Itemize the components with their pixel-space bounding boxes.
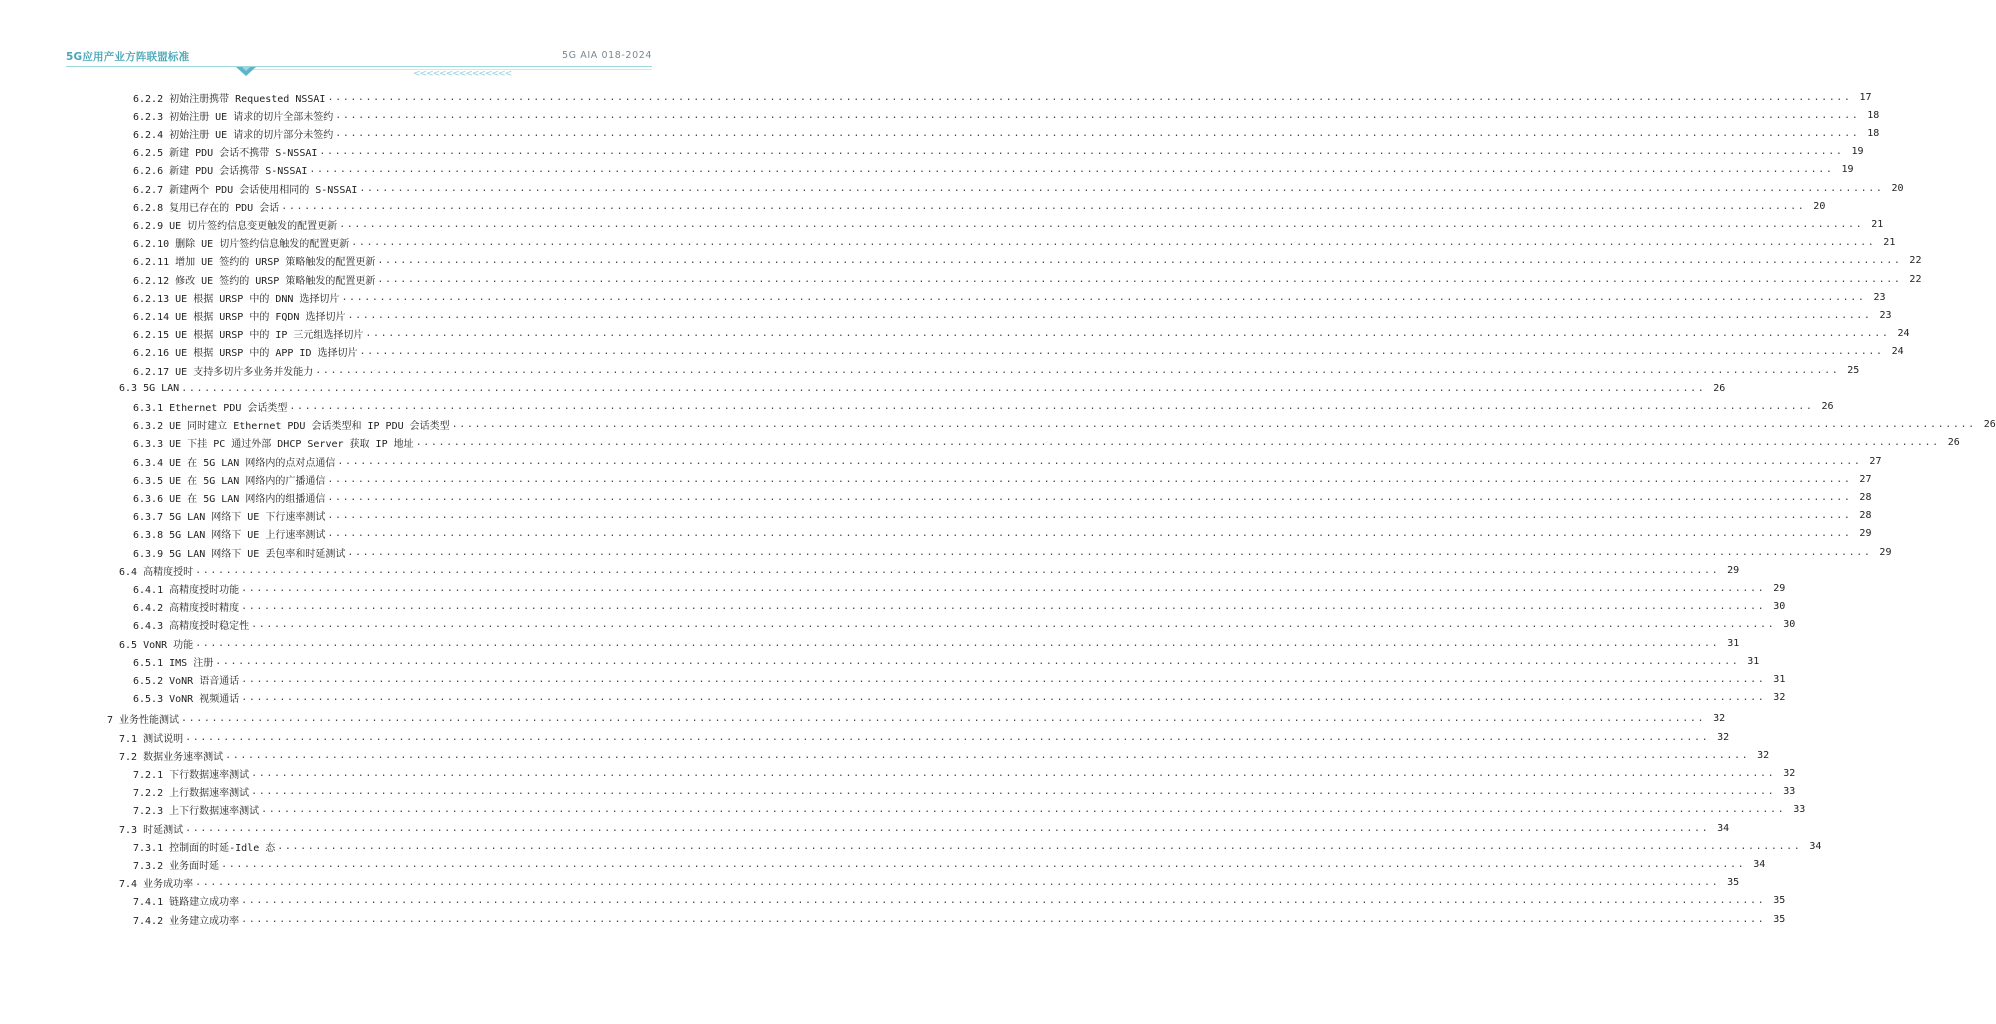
toc-dot-leader: ........................................................................................................................................................................................................ [221,858,1746,870]
toc-entry-title: 6.2.11 增加 UE 签约的 URSP 策略触发的配置更新 [133,257,376,269]
toc-page-number: 29 [1773,582,1786,594]
toc-entry[interactable] [133,488,1872,506]
toc-page-number: 29 [1727,564,1740,576]
toc-entry-title: 6.2.14 UE 根据 URSP 中的 FQDN 选择切片 [133,311,346,323]
toc-dot-leader: ........................................................................................................................................................................................................ [241,895,1766,907]
toc-dot-leader: ........................................................................................................................................................................................................ [289,400,1814,412]
toc-entry-title: 6.2.4 初始注册 UE 请求的切片部分未签约 [133,129,334,141]
toc-dot-leader: ........................................................................................................................................................................................................ [309,164,1834,176]
toc-page-number: 18 [1867,109,1880,121]
toc-entry[interactable] [133,652,1760,670]
toc-entry-title: 6.3.3 UE 下挂 PC 通过外部 DHCP Server 获取 IP 地址 [133,439,414,451]
toc-entry[interactable] [133,252,1922,270]
toc-page-number: 35 [1773,913,1786,925]
toc-entry[interactable] [133,88,1872,106]
toc-page-number: 29 [1879,546,1892,558]
toc-entry[interactable] [133,215,1884,233]
toc-entry-title: 6.2.16 UE 根据 URSP 中的 APP ID 选择切片 [133,348,358,360]
toc-dot-leader: ........................................................................................................................................................................................................ [195,564,1720,576]
toc-entry[interactable] [133,507,1872,525]
toc-entry-title: 6.2.6 新建 PDU 会话携带 S-NSSAI [133,166,308,178]
toc-page-number: 32 [1713,713,1726,725]
toc-entry-title: 7.3 时延测试 [119,824,184,836]
toc-entry[interactable] [133,764,1796,782]
toc-entry-title: 6.4.3 高精度授时稳定性 [133,621,250,633]
toc-page-number: 32 [1773,692,1786,704]
toc-dot-leader: ........................................................................................................................................................................................................ [327,528,1852,540]
toc-page-number: 32 [1757,749,1770,761]
toc-entry[interactable] [133,670,1786,688]
toc-entry[interactable] [133,325,1910,343]
toc-page-number: 26 [1713,382,1726,394]
toc-entry[interactable] [133,783,1796,801]
toc-page-number: 35 [1727,877,1740,889]
toc-entry[interactable] [133,855,1766,873]
toc-page-number: 17 [1859,91,1872,103]
toc-entry-title: 6.5.2 VoNR 语音通话 [133,675,240,687]
toc-dot-leader: ........................................................................................................................................................................................................ [261,804,1786,816]
toc-entry[interactable] [133,452,1882,470]
toc-dot-leader: ........................................................................................................................................................................................................ [225,749,1750,761]
toc-dot-leader: ........................................................................................................................................................................................................ [335,109,1860,121]
toc-dot-leader: ........................................................................................................................................................................................................ [185,731,1710,743]
toc-entry-title: 6.3.2 UE 同时建立 Ethernet PDU 会话类型和 IP PDU 会话类型 [133,421,450,433]
toc-entry-title: 6.2.8 复用已存在的 PDU 会话 [133,202,280,214]
toc-page-number: 24 [1897,328,1910,340]
toc-entry[interactable] [119,819,1730,837]
toc-entry-title: 6.2.17 UE 支持多切片多业务并发能力 [133,366,314,378]
toc-entry[interactable] [133,837,1822,855]
toc-page-number: 26 [1947,437,1960,449]
toc-page-number: 22 [1909,273,1922,285]
toc-dot-leader: ........................................................................................................................................................................................................ [327,91,1852,103]
toc-page-number: 32 [1783,767,1796,779]
toc-page-number: 20 [1813,200,1826,212]
toc-entry[interactable] [133,543,1892,561]
toc-dot-leader: ........................................................................................................................................................................................................ [251,786,1776,798]
toc-dot-leader: ........................................................................................................................................................................................................ [241,913,1766,925]
toc-entry-title: 6.5.1 IMS 注册 [133,657,214,669]
toc-entry[interactable] [107,710,1726,728]
toc-entry-title: 6.3.7 5G LAN 网络下 UE 下行速率测试 [133,512,326,524]
toc-page-number: 23 [1873,291,1886,303]
toc-entry-title: 7.3.1 控制面的时延-Idle 态 [133,842,276,854]
toc-entry[interactable] [119,874,1740,892]
toc-entry-title: 6.2.3 初始注册 UE 请求的切片全部未签约 [133,111,334,123]
toc-page-number: 28 [1859,510,1872,522]
toc-entry[interactable] [133,161,1854,179]
toc-entry[interactable] [133,910,1786,928]
toc-entry[interactable] [133,106,1880,124]
toc-entry-title: 6.3.6 UE 在 5G LAN 网络内的组播通信 [133,493,326,505]
toc-entry[interactable] [133,270,1922,288]
toc-dot-leader: ........................................................................................................................................................................................................ [251,767,1776,779]
toc-dot-leader: ........................................................................................................................................................................................................ [195,637,1720,649]
toc-page-number: 29 [1859,528,1872,540]
toc-page-number: 33 [1783,786,1796,798]
toc-entry-title: 7.2.2 上行数据速率测试 [133,788,250,800]
toc-entry-title: 6.2.9 UE 切片签约信息变更触发的配置更新 [133,220,338,232]
toc-entry[interactable] [119,746,1770,764]
toc-dot-leader: ........................................................................................................................................................................................................ [415,437,1940,449]
toc-dot-leader: ........................................................................................................................................................................................................ [327,510,1852,522]
toc-page-number: 25 [1847,364,1860,376]
toc-entry[interactable] [133,234,1896,252]
toc-dot-leader: ........................................................................................................................................................................................................ [281,200,1806,212]
toc-entry-title: 6.3 5G LAN [119,382,180,394]
toc-dot-leader: ........................................................................................................................................................................................................ [181,713,1706,725]
toc-entry-title: 6.5.3 VoNR 视频通话 [133,694,240,706]
toc-entry-title: 6.3.8 5G LAN 网络下 UE 上行速率测试 [133,530,326,542]
toc-dot-leader: ........................................................................................................................................................................................................ [241,673,1766,685]
toc-page-number: 27 [1859,473,1872,485]
toc-page-number: 32 [1717,731,1730,743]
toc-dot-leader: ........................................................................................................................................................................................................ [451,419,1976,431]
toc-entry-title: 6.4 高精度授时 [119,566,194,578]
toc-dot-leader: ........................................................................................................................................................................................................ [351,237,1876,249]
toc-entry-title: 7.2.3 上下行数据速率测试 [133,806,260,818]
header-divider [66,66,652,67]
toc-entry-title: 6.4.2 高精度授时精度 [133,603,240,615]
triangle-inner-icon [242,67,250,71]
toc-dot-leader: ........................................................................................................................................................................................................ [337,455,1862,467]
toc-page-number: 23 [1879,309,1892,321]
toc-entry[interactable] [133,179,1904,197]
toc-entry[interactable] [133,306,1892,324]
toc-entry-title: 7.2 数据业务速率测试 [119,751,224,763]
toc-dot-leader: ........................................................................................................................................................................................................ [341,291,1866,303]
toc-entry-title: 7.4 业务成功率 [119,879,194,891]
toc-entry[interactable] [133,397,1834,415]
toc-entry-title: 6.4.1 高精度授时功能 [133,584,240,596]
toc-page-number: 28 [1859,491,1872,503]
toc-entry[interactable] [133,525,1872,543]
toc-dot-leader: ........................................................................................................................................................................................................ [195,877,1720,889]
toc-dot-leader: ........................................................................................................................................................................................................ [335,127,1860,139]
toc-page-number: 19 [1841,164,1854,176]
toc-page-number: 27 [1869,455,1882,467]
toc-dot-leader: ........................................................................................................................................................................................................ [215,655,1740,667]
toc-entry-title: 6.3.9 5G LAN 网络下 UE 丢包率和时延测试 [133,548,346,560]
toc-entry-title: 6.5 VoNR 功能 [119,639,194,651]
toc-dot-leader: ........................................................................................................................................................................................................ [359,346,1884,358]
toc-entry[interactable] [133,892,1786,910]
toc-page-number: 35 [1773,895,1786,907]
toc-page-number: 20 [1891,182,1904,194]
toc-entry[interactable] [119,728,1730,746]
document-id: 5G AIA 018-2024 [562,50,652,61]
toc-entry[interactable] [133,124,1880,142]
toc-entry-title: 6.2.13 UE 根据 URSP 中的 DNN 选择切片 [133,293,340,305]
toc-entry-title: 7.1 测试说明 [119,733,184,745]
toc-dot-leader: ........................................................................................................................................................................................................ [377,273,1902,285]
toc-page-number: 34 [1753,858,1766,870]
toc-entry[interactable] [133,343,1904,361]
toc-entry-title: 7 业务性能测试 [107,715,180,727]
toc-dot-leader: ........................................................................................................................................................................................................ [315,364,1840,376]
toc-entry[interactable] [133,689,1786,707]
toc-dot-leader: ........................................................................................................................................................................................................ [277,840,1802,852]
toc-page-number: 19 [1851,146,1864,158]
organization-name: 5G应用产业方阵联盟标准 [66,51,190,63]
toc-dot-leader: ........................................................................................................................................................................................................ [377,255,1902,267]
toc-page-number: 31 [1747,655,1760,667]
toc-dot-leader: ........................................................................................................................................................................................................ [241,601,1766,613]
toc-entry[interactable] [133,143,1864,161]
toc-entry-title: 7.4.1 链路建立成功率 [133,897,240,909]
toc-dot-leader: ........................................................................................................................................................................................................ [339,218,1864,230]
toc-entry[interactable] [119,379,1726,397]
toc-entry[interactable] [133,416,1996,434]
toc-dot-leader: ........................................................................................................................................................................................................ [327,491,1852,503]
toc-dot-leader: ........................................................................................................................................................................................................ [365,328,1890,340]
toc-entry[interactable] [133,361,1860,379]
toc-page-number: 34 [1717,822,1730,834]
toc-entry[interactable] [133,470,1872,488]
toc-page-number: 18 [1867,127,1880,139]
toc-page-number: 30 [1783,619,1796,631]
toc-page-number: 34 [1809,840,1822,852]
toc-entry-title: 6.2.10 删除 UE 切片签约信息触发的配置更新 [133,239,350,251]
toc-page-number: 30 [1773,601,1786,613]
toc-entry[interactable] [133,434,1960,452]
toc-page-number: 22 [1909,255,1922,267]
toc-page-number: 26 [1821,400,1834,412]
toc-dot-leader: ........................................................................................................................................................................................................ [359,182,1884,194]
toc-entry-title: 6.2.7 新建两个 PDU 会话使用相同的 S-NSSAI [133,184,358,196]
toc-page-number: 21 [1883,237,1896,249]
toc-dot-leader: ........................................................................................................................................................................................................ [319,146,1844,158]
toc-entry[interactable] [119,634,1740,652]
chevron-decoration-icon: <<<<<<<<<<<<<<< [413,69,512,79]
toc-dot-leader: ........................................................................................................................................................................................................ [251,619,1776,631]
toc-entry-title: 6.3.5 UE 在 5G LAN 网络内的广播通信 [133,475,326,487]
toc-page-number: 26 [1983,419,1996,431]
toc-dot-leader: ........................................................................................................................................................................................................ [347,309,1872,321]
toc-entry[interactable] [133,598,1786,616]
toc-entry-title: 6.2.2 初始注册携带 Requested NSSAI [133,93,326,105]
toc-entry-title: 6.3.4 UE 在 5G LAN 网络内的点对点通信 [133,457,336,469]
toc-page-number: 21 [1871,218,1884,230]
toc-entry[interactable] [133,616,1796,634]
toc-page-number: 24 [1891,346,1904,358]
toc-dot-leader: ........................................................................................................................................................................................................ [181,382,1706,394]
toc-dot-leader: ........................................................................................................................................................................................................ [185,822,1710,834]
toc-dot-leader: ........................................................................................................................................................................................................ [241,692,1766,704]
toc-entry-title: 6.3.1 Ethernet PDU 会话类型 [133,402,288,414]
toc-entry-title: 6.2.12 修改 UE 签约的 URSP 策略触发的配置更新 [133,275,376,287]
toc-entry[interactable] [133,801,1806,819]
toc-entry[interactable] [133,579,1786,597]
toc-entry-title: 6.2.5 新建 PDU 会话不携带 S-NSSAI [133,148,318,160]
toc-dot-leader: ........................................................................................................................................................................................................ [241,582,1766,594]
page-header [0,0,724,86]
toc-page-number: 31 [1773,673,1786,685]
toc-entry-title: 6.2.15 UE 根据 URSP 中的 IP 三元组选择切片 [133,330,364,342]
toc-dot-leader: ........................................................................................................................................................................................................ [347,546,1872,558]
toc-page-number: 31 [1727,637,1740,649]
toc-page-number: 33 [1793,804,1806,816]
toc-entry-title: 7.2.1 下行数据速率测试 [133,769,250,781]
toc-entry[interactable] [133,288,1886,306]
toc-entry-title: 7.4.2 业务建立成功率 [133,915,240,927]
toc-entry[interactable] [133,197,1826,215]
toc-entry-title: 7.3.2 业务面时延 [133,860,220,872]
toc-dot-leader: ........................................................................................................................................................................................................ [327,473,1852,485]
toc-entry[interactable] [119,561,1740,579]
